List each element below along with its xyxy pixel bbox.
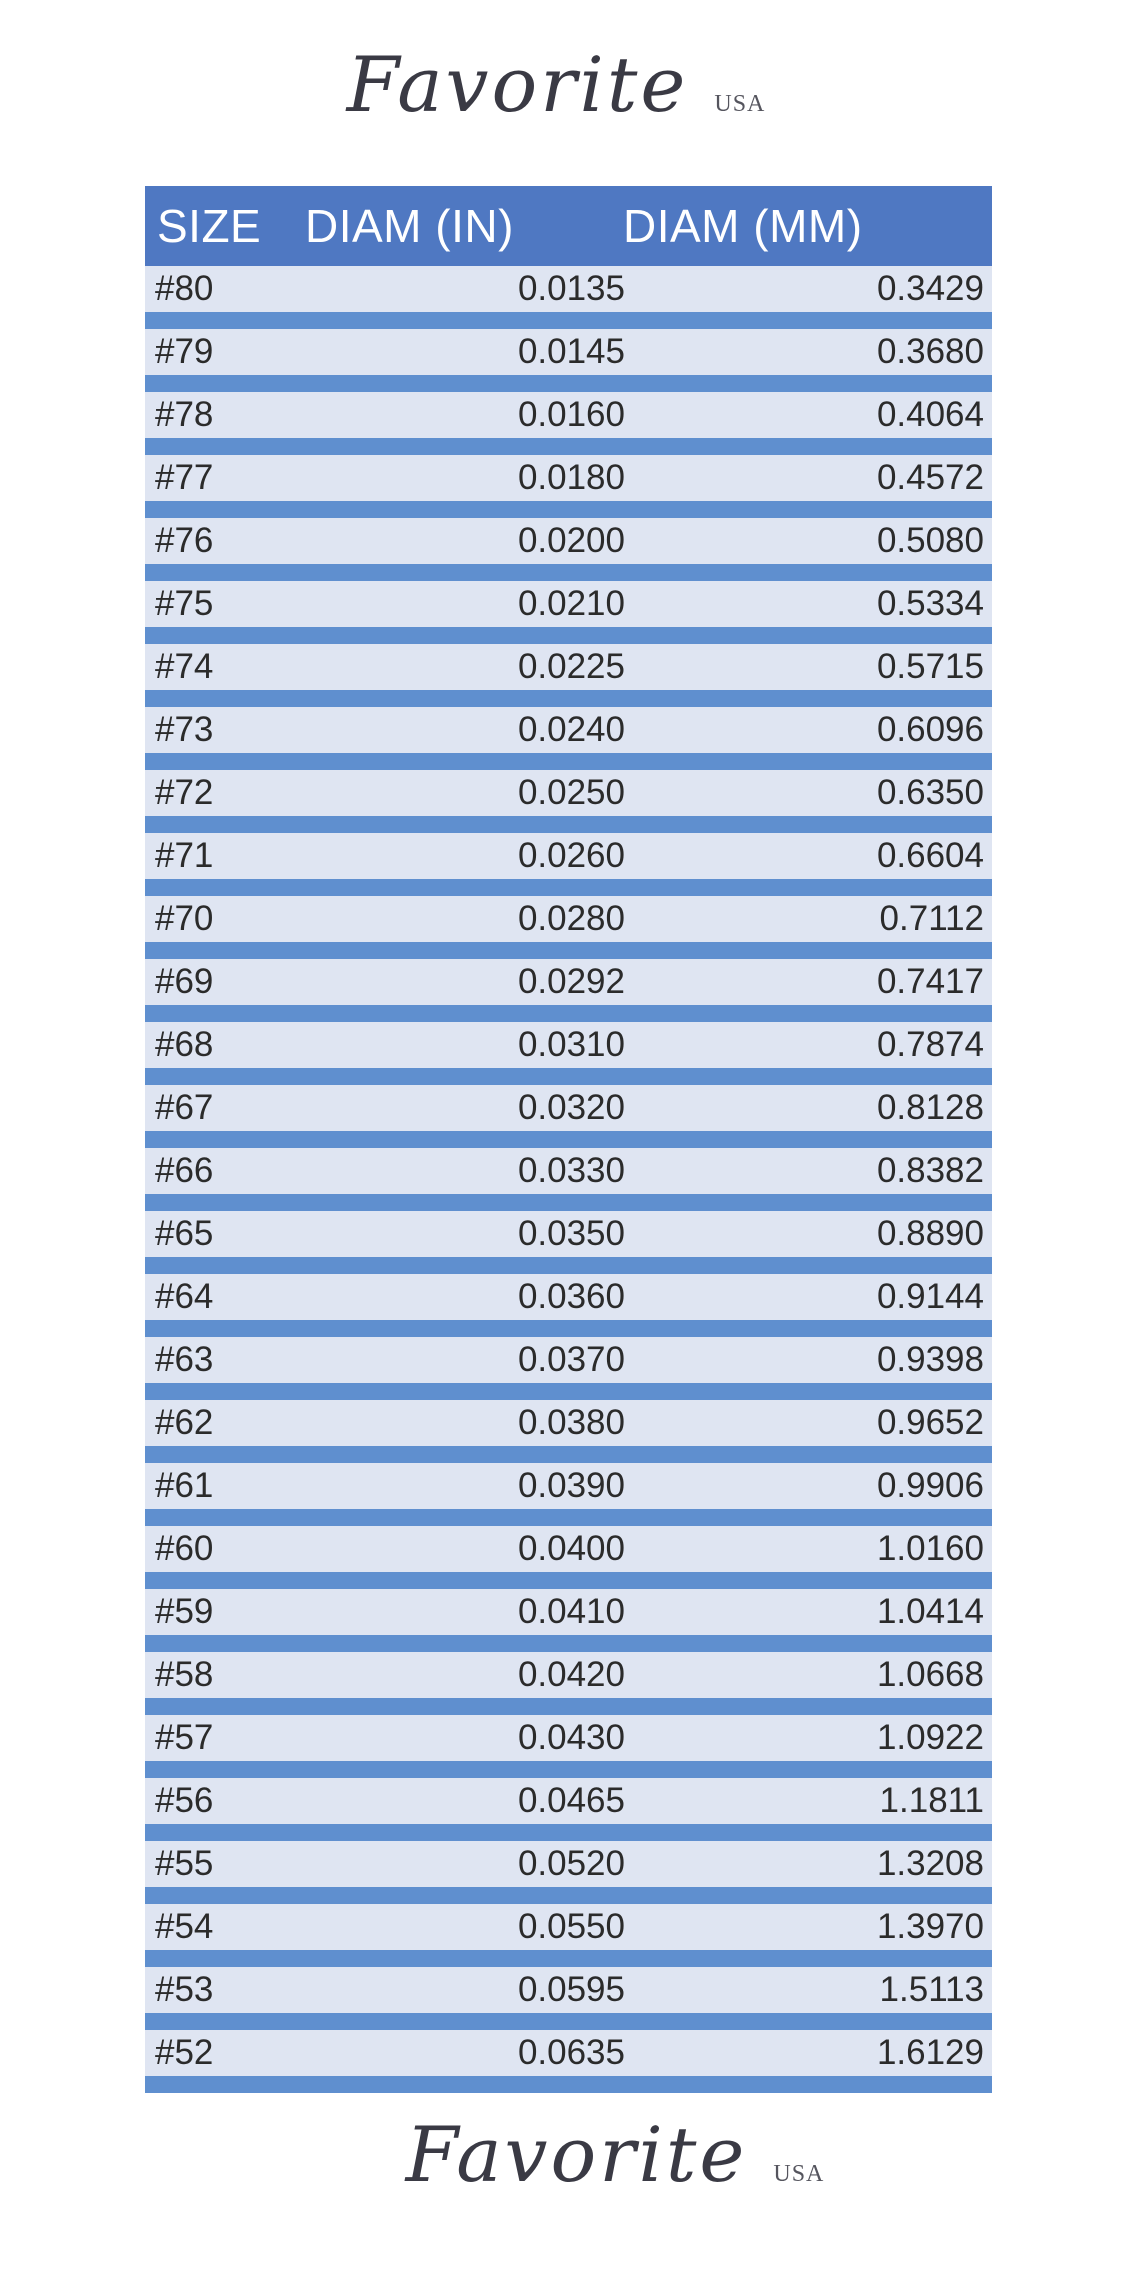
brand-logo-top — [0, 40, 1140, 150]
cell-size: #78 — [155, 395, 214, 434]
table-row — [145, 392, 992, 455]
cell-diam-in: 0.0180 — [517, 458, 625, 497]
cell-diam-in: 0.0410 — [517, 1592, 625, 1631]
cell-size: #73 — [155, 710, 214, 749]
cell-diam-in: 0.0260 — [517, 836, 625, 875]
cell-diam-in: 0.0250 — [517, 773, 625, 812]
cell-size: #74 — [155, 647, 214, 686]
cell-size: #54 — [155, 1907, 214, 1946]
cell-diam-in: 0.0210 — [517, 584, 625, 623]
table-row — [145, 1904, 992, 1967]
cell-diam-mm: 0.9652 — [876, 1403, 984, 1442]
cell-diam-in: 0.0520 — [517, 1844, 625, 1883]
cell-diam-mm: 0.3680 — [876, 332, 984, 371]
cell-diam-in: 0.0292 — [517, 962, 625, 1001]
table-row — [145, 1337, 992, 1400]
cell-diam-mm: 1.3970 — [876, 1907, 984, 1946]
cell-size: #65 — [155, 1214, 214, 1253]
cell-size: #55 — [155, 1844, 214, 1883]
header-size: SIZE — [157, 200, 262, 252]
cell-size: #66 — [155, 1151, 214, 1190]
brand-name: Favorite — [405, 2110, 748, 2199]
table-row — [145, 266, 992, 329]
cell-diam-mm: 0.9906 — [876, 1466, 984, 1505]
cell-size: #70 — [155, 899, 214, 938]
table-row — [145, 329, 992, 392]
cell-diam-mm: 0.5334 — [876, 584, 984, 623]
cell-size: #75 — [155, 584, 214, 623]
table-row — [145, 1526, 992, 1589]
cell-diam-mm: 0.7874 — [876, 1025, 984, 1064]
table-row — [145, 1400, 992, 1463]
cell-diam-mm: 1.1811 — [879, 1781, 984, 1820]
cell-diam-in: 0.0420 — [517, 1655, 625, 1694]
table-row — [145, 1148, 992, 1211]
table-row — [145, 1463, 992, 1526]
cell-diam-in: 0.0350 — [517, 1214, 625, 1253]
cell-diam-in: 0.0400 — [517, 1529, 625, 1568]
table-row — [145, 1778, 992, 1841]
cell-diam-in: 0.0145 — [517, 332, 625, 371]
cell-diam-mm: 1.0922 — [876, 1718, 984, 1757]
cell-size: #69 — [155, 962, 214, 1001]
header-diam-mm: DIAM (MM) — [623, 200, 863, 252]
table-row — [145, 2030, 992, 2093]
cell-diam-mm: 0.8128 — [876, 1088, 984, 1127]
table-body — [145, 266, 992, 2093]
table-row — [145, 707, 992, 770]
cell-diam-mm: 0.8382 — [876, 1151, 984, 1190]
table-row — [145, 455, 992, 518]
cell-size: #63 — [155, 1340, 214, 1379]
brand-suffix: USA — [773, 2161, 825, 2187]
cell-diam-mm: 1.0160 — [876, 1529, 984, 1568]
cell-diam-in: 0.0370 — [517, 1340, 625, 1379]
brand-name: Favorite — [346, 40, 689, 129]
brand-suffix: USA — [714, 91, 766, 117]
cell-diam-mm: 0.5080 — [876, 521, 984, 560]
cell-size: #60 — [155, 1529, 214, 1568]
table-row — [145, 1022, 992, 1085]
cell-size: #80 — [155, 269, 214, 308]
cell-diam-mm: 0.3429 — [876, 269, 984, 308]
cell-size: #53 — [155, 1970, 214, 2009]
cell-diam-in: 0.0430 — [517, 1718, 625, 1757]
cell-diam-in: 0.0320 — [517, 1088, 625, 1127]
table-row — [145, 896, 992, 959]
cell-size: #52 — [155, 2033, 214, 2072]
cell-diam-in: 0.0135 — [517, 269, 625, 308]
cell-diam-mm: 1.5113 — [879, 1970, 984, 2009]
cell-diam-mm: 0.8890 — [876, 1214, 984, 1253]
cell-diam-mm: 1.0668 — [876, 1655, 984, 1694]
table-row — [145, 1589, 992, 1652]
cell-size: #72 — [155, 773, 214, 812]
cell-diam-mm: 0.6350 — [876, 773, 984, 812]
cell-size: #67 — [155, 1088, 214, 1127]
cell-diam-in: 0.0390 — [517, 1466, 625, 1505]
cell-diam-mm: 0.4572 — [876, 458, 984, 497]
cell-size: #62 — [155, 1403, 214, 1442]
cell-size: #64 — [155, 1277, 214, 1316]
table-row — [145, 518, 992, 581]
cell-size: #61 — [155, 1466, 214, 1505]
table-row — [145, 1652, 992, 1715]
cell-diam-mm: 0.5715 — [876, 647, 984, 686]
cell-diam-in: 0.0240 — [517, 710, 625, 749]
cell-diam-in: 0.0635 — [517, 2033, 625, 2072]
table-row — [145, 1211, 992, 1274]
table-header — [145, 186, 992, 266]
cell-diam-in: 0.0360 — [517, 1277, 625, 1316]
cell-size: #71 — [155, 836, 214, 875]
cell-diam-mm: 0.9398 — [876, 1340, 984, 1379]
cell-size: #68 — [155, 1025, 214, 1064]
table-row — [145, 1274, 992, 1337]
cell-diam-in: 0.0595 — [517, 1970, 625, 2009]
cell-diam-mm: 0.6096 — [876, 710, 984, 749]
cell-diam-in: 0.0380 — [517, 1403, 625, 1442]
cell-size: #79 — [155, 332, 214, 371]
table-row — [145, 1967, 992, 2030]
cell-size: #57 — [155, 1718, 214, 1757]
table-row — [145, 770, 992, 833]
table-row — [145, 1085, 992, 1148]
cell-diam-in: 0.0465 — [517, 1781, 625, 1820]
table-row — [145, 1715, 992, 1778]
drill-size-table — [145, 186, 992, 2093]
table-row — [145, 833, 992, 896]
cell-diam-in: 0.0550 — [517, 1907, 625, 1946]
cell-diam-mm: 1.3208 — [876, 1844, 984, 1883]
cell-size: #56 — [155, 1781, 214, 1820]
header-diam-in: DIAM (IN) — [305, 200, 514, 252]
brand-logo-bottom — [0, 2110, 1140, 2220]
table-row — [145, 644, 992, 707]
cell-diam-mm: 0.4064 — [876, 395, 984, 434]
cell-size: #59 — [155, 1592, 214, 1631]
cell-diam-in: 0.0280 — [517, 899, 625, 938]
cell-diam-mm: 1.0414 — [876, 1592, 984, 1631]
cell-diam-in: 0.0310 — [517, 1025, 625, 1064]
cell-size: #77 — [155, 458, 214, 497]
cell-size: #58 — [155, 1655, 214, 1694]
cell-diam-mm: 0.7112 — [879, 899, 984, 938]
cell-diam-in: 0.0160 — [517, 395, 625, 434]
cell-diam-mm: 0.9144 — [876, 1277, 984, 1316]
cell-diam-in: 0.0200 — [517, 521, 625, 560]
cell-diam-mm: 1.6129 — [876, 2033, 984, 2072]
cell-diam-in: 0.0225 — [517, 647, 625, 686]
cell-diam-mm: 0.7417 — [876, 962, 984, 1001]
table-row — [145, 959, 992, 1022]
cell-size: #76 — [155, 521, 214, 560]
table-row — [145, 1841, 992, 1904]
table-row — [145, 581, 992, 644]
cell-diam-mm: 0.6604 — [876, 836, 984, 875]
cell-diam-in: 0.0330 — [517, 1151, 625, 1190]
